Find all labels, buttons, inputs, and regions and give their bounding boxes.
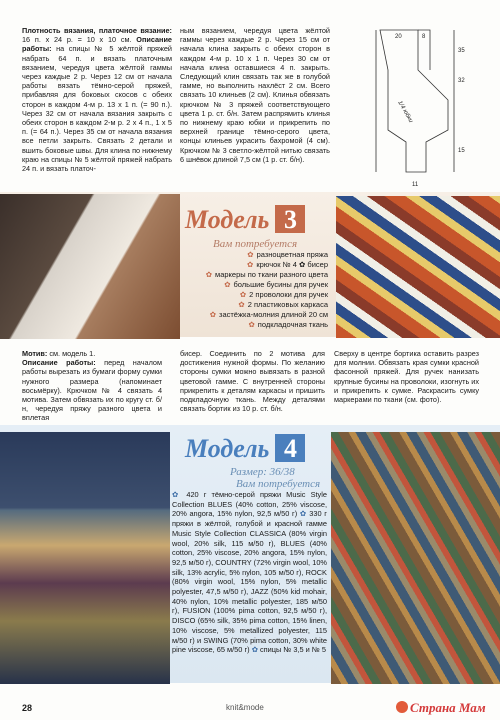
dim-label-top-1: 20 bbox=[395, 34, 402, 40]
skirt-pattern-diagram bbox=[340, 22, 478, 192]
list-item: ✿ разноцветная пряжа bbox=[178, 250, 328, 260]
density-label: Плотность вязания, платочное вязание: bbox=[22, 26, 172, 35]
model3-needs-title: Вам потребуется bbox=[213, 238, 298, 250]
model4-needs-title: Вам потребуется bbox=[236, 478, 321, 490]
model3-description-label: Описание работы: bbox=[22, 358, 96, 368]
model4-number-badge: 4 bbox=[275, 434, 305, 462]
motif-label: Мотив: bbox=[22, 349, 48, 358]
dim-label-bottom: 11 bbox=[412, 182, 419, 188]
model4-yarn-2: 330 г пряжи в жёлтой, голубой и красной гамме Music Style Collection CLASSICA (80% virgin wool, 20% silk, 115 м/50 г), BLUES (40% cotton, 25% viscose, 20% angora, 15% nylon, 92,5 м/50 г), COUNTRY (72% virgin wool, 10% silk, 13% acrylic, 5% nylon, 105 м/50 г), ROCK (80% virgin wool, 15% nylon, 5% metallic polyester, 47,5 м/50 г), JAZZ (50% kid mohair, 40% nylon, 10% metallic polyester, 185 м/50 г), FUSION (100% pima cotton, 92,5 м/50 г), DISCO (65% silk, 35% pima cotton, 15% linen, 10% viscose, 5% metallized polyester, 115 м/50 г) и SWING (70% pima cotton, 30% white pine viscose, 65 м/50 г) bbox=[172, 509, 327, 655]
site-watermark: Страна Мам bbox=[410, 700, 486, 715]
dim-label-right-1: 35 bbox=[458, 48, 465, 54]
motif-text: см. модель 1. bbox=[49, 349, 96, 358]
model4-yarn-1: 420 г тёмно-серой пряжи Music Style Collection BLUES (40% cotton, 25% viscose, 20% angora, 15% nylon, 92,5 м/50 г) bbox=[172, 490, 327, 519]
page-number: 28 bbox=[22, 703, 33, 713]
list-item: ✿ 2 пластиковых каркаса bbox=[178, 300, 328, 310]
model3-heading bbox=[185, 205, 305, 235]
model3-number-badge: 3 bbox=[275, 205, 305, 233]
list-item: ✿ подкладочная ткань bbox=[178, 320, 328, 330]
model3-instructions-col2 bbox=[180, 349, 325, 413]
knitting-instructions-col1 bbox=[22, 26, 172, 173]
instructions-continued-text: ным вязанием, чередуя цвета жёлтой гаммы через каждые 2 р. Через 15 см от начала клина закрыть с обеих сторон в каждом 4-м р. 10 x 1 п. Через 30 см от начала клина оставшиеся 4 п. закрыть. Следующий клин связать так же в голубой гамме, но выполнить нахлёст 2 см. Всего связать 10 клиньев (2 см). Клинья обвязать крючком № 3 пряжей соответствующего цвета 1 р. ст. б/н. Затем распрямить клинья по нижнему краю юбки и прикрепить по верхней границе тёмно-серого цвета, концы клиньев украсить бахромой (4 см). Крючком № 3 светло-жёлтой нитью связать 6 шнёвок длиной 7,5 см (1 р. ст. б/н). bbox=[180, 26, 330, 164]
model3-photo-bag-closeup bbox=[336, 196, 500, 338]
model4-heading bbox=[185, 434, 305, 464]
description-label: Описание работы: bbox=[22, 35, 172, 54]
flower-bullet-icon: ✿ bbox=[172, 490, 182, 499]
diagram-side-label: 1/4 юбки bbox=[396, 100, 414, 124]
density-text: 16 п. x 24 р. = 10 x 10 см. bbox=[22, 35, 132, 45]
model3-description-text: перед началом работы вырезать из бумаги форму сумки нужного размера (напоминает восьмёрку). Крючком № 4 связать 4 мотива. Затем обвязать их по кругу ст. б/н, чередуя пряжу разного цвета и вплетая bbox=[22, 358, 162, 423]
dim-label-right-2: 32 bbox=[458, 78, 465, 84]
model3-instructions-text-2: бисер. Соединить по 2 мотива для достижения нужной формы. По желанию стороны сумки можно вывязать в разной цветовой гамме. С внутренней стороны прикрепить к деталям каркасы и пришить подкладочную ткань. Между деталями связать бортик из 10 р. ст. б/н. bbox=[180, 349, 325, 414]
model4-needs-text bbox=[172, 490, 327, 655]
model3-needs-list bbox=[178, 250, 328, 330]
model4-heading-text: Модель bbox=[185, 434, 270, 463]
model3-photo-woman-with-bag bbox=[0, 194, 180, 339]
model3-instructions-col3 bbox=[334, 349, 479, 404]
flower-bullet-icon: ✿ bbox=[251, 645, 258, 655]
model3-instructions-col1 bbox=[22, 349, 162, 423]
list-item: ✿ застёжка-молния длиной 20 см bbox=[178, 310, 328, 320]
model4-needles: спицы № 3,5 и № 5 bbox=[259, 645, 326, 655]
model4-photo-knit-closeup bbox=[331, 432, 500, 684]
pattern-outline bbox=[380, 30, 448, 172]
model3-heading-text: Модель bbox=[185, 205, 270, 234]
list-item: ✿ 2 проволоки для ручек bbox=[178, 290, 328, 300]
list-item: ✿ большие бусины для ручек bbox=[178, 280, 328, 290]
list-item: ✿ крючок № 4 ✿ бисер bbox=[178, 260, 328, 270]
description-text: на спицы № 5 жёлтой пряжей набрать 64 п. и вязать платочным вязанием, чередуя цвета жёлтой гаммы через каждые 2 р. Через 12 см от начала работы вязать тёмно-серой пряжей, прибавляя для боковых скосов с обеих сторон в каждом 4-м р. 13 x 1 п. (= 90 п.). Через 32 см от начала вязания закрыть с обеих сторон в каждом 2-м р. 2 x 4 п., 1 x 5 п. (= 64 п.). Через 35 см от начала вязания все петли закрыть. Связать 2 детали и вшить боковые швы. Для клина по нижнему краю на спицы № 5 жёлтой пряжей набрать 24 п. и вязать платоч- bbox=[22, 44, 172, 174]
flower-bullet-icon: ✿ bbox=[299, 509, 307, 519]
dim-label-top-2: 8 bbox=[422, 34, 426, 40]
watermark-logo-icon bbox=[396, 701, 408, 713]
dim-label-right-3: 15 bbox=[458, 148, 465, 154]
model4-size: Размер: 36/38 bbox=[230, 466, 295, 478]
footer-brand: knit&mode bbox=[226, 703, 264, 712]
model3-instructions-text-3: Сверху в центре бортика оставить разрез для молнии. Обвязать края сумки красной фасонной пряжей. Для ручек нанизать крупные бусины на проволоки, изогнуть их и прикрепить к сумке. Раскрасить сумку маркерами по ткани (см. фото). bbox=[334, 349, 479, 405]
list-item: ✿ маркеры по ткани разного цвета bbox=[178, 270, 328, 280]
model4-photo-woman-in-sweater bbox=[0, 432, 170, 684]
knitting-instructions-col2 bbox=[180, 26, 330, 164]
